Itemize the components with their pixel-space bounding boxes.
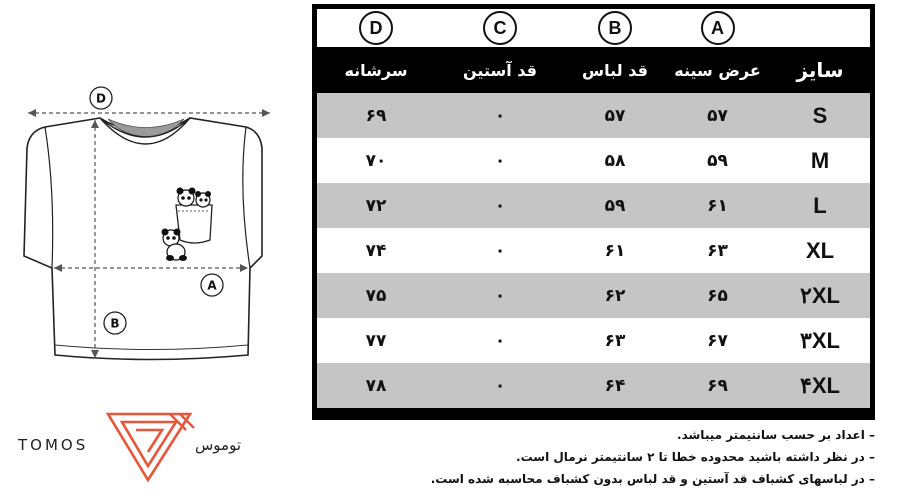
header-sleeve: قد آستین: [463, 60, 537, 80]
brand-native-text: توموس: [195, 436, 242, 454]
column-letter-a: A: [701, 11, 735, 45]
table-row: [317, 183, 870, 228]
chest-cell: ۶۳: [707, 240, 728, 261]
chest-cell: ۶۵: [707, 285, 728, 306]
sleeve-cell: ۰: [494, 150, 506, 171]
notes-list: [420, 424, 875, 490]
brand-mark-icon: [108, 414, 194, 480]
shoulder-cell: ۷۸: [365, 375, 387, 396]
chest-cell: ۶۱: [707, 195, 728, 216]
letter-cell-empty: [770, 9, 870, 47]
table-row: [317, 273, 870, 318]
length-cell: ۶۴: [604, 375, 626, 396]
column-letter-c: C: [483, 11, 517, 45]
header-length: قد لباس: [582, 60, 648, 80]
size-cell: M: [810, 147, 830, 173]
dimension-label-d: D: [96, 91, 106, 106]
column-letter-d: D: [359, 11, 393, 45]
chest-cell: ۵۹: [707, 150, 728, 171]
size-cell: ۲XL: [800, 282, 840, 308]
chest-cell: ۵۷: [707, 105, 728, 126]
letter-cell-b: [565, 9, 665, 47]
table-row: [317, 228, 870, 273]
column-letter-row: [317, 9, 870, 47]
chest-cell: ۶۹: [707, 375, 728, 396]
sleeve-cell: ۰: [494, 375, 506, 396]
shoulder-cell: ۷۵: [365, 285, 387, 306]
note-tolerance: – در نظر داشته باشید محدوده خطا تا ۲ سانتیمتر نرمال است.: [516, 450, 875, 464]
shoulder-cell: ۷۲: [365, 195, 387, 216]
length-cell: ۵۸: [604, 150, 626, 171]
dimension-label-b: B: [110, 316, 120, 331]
size-cell: S: [812, 102, 828, 128]
dimension-label-a: A: [207, 278, 217, 293]
shoulder-cell: ۶۹: [365, 105, 387, 126]
length-cell: ۶۱: [604, 240, 626, 261]
header-size: سایز: [796, 58, 844, 82]
shoulder-cell: ۷۴: [365, 240, 387, 261]
sleeve-cell: ۰: [494, 330, 506, 351]
size-cell: L: [813, 192, 827, 218]
size-cell: ۳XL: [800, 327, 840, 353]
letter-cell-a: [665, 9, 770, 47]
length-cell: ۶۲: [604, 285, 626, 306]
letter-cell-d: [317, 9, 435, 47]
sleeve-cell: ۰: [494, 195, 506, 216]
shoulder-cell: ۷۷: [365, 330, 387, 351]
table-header-row: [317, 47, 870, 93]
brand-logo: [0, 400, 300, 500]
length-cell: ۵۷: [604, 105, 626, 126]
note-units: – اعداد بر حسب سانتیمتر میباشد.: [677, 428, 875, 442]
note-knit: – در لباسهای کشباف قد آستین و قد لباس بدون کشباف محاسبه شده است.: [430, 472, 875, 486]
chest-cell: ۶۷: [707, 330, 728, 351]
size-table: [312, 4, 875, 420]
header-chest: عرض سینه: [674, 60, 761, 80]
sleeve-cell: ۰: [494, 105, 506, 126]
sleeve-cell: ۰: [494, 285, 506, 306]
header-shoulder: سرشانه: [344, 60, 408, 80]
table-row: [317, 93, 870, 138]
table-row: [317, 363, 870, 408]
table-row: [317, 138, 870, 183]
length-cell: ۶۳: [604, 330, 626, 351]
brand-latin-text: TOMOS: [18, 436, 89, 454]
shoulder-cell: ۷۰: [365, 150, 387, 171]
sleeve-cell: ۰: [494, 240, 506, 261]
letter-cell-c: [435, 9, 565, 47]
tshirt-diagram: [0, 0, 300, 420]
dimension-d: [28, 109, 270, 117]
size-cell: XL: [805, 237, 835, 263]
column-letter-b: B: [598, 11, 632, 45]
tshirt-outline: [24, 118, 262, 360]
length-cell: ۵۹: [604, 195, 626, 216]
size-cell: ۴XL: [800, 372, 840, 398]
table-row: [317, 318, 870, 363]
